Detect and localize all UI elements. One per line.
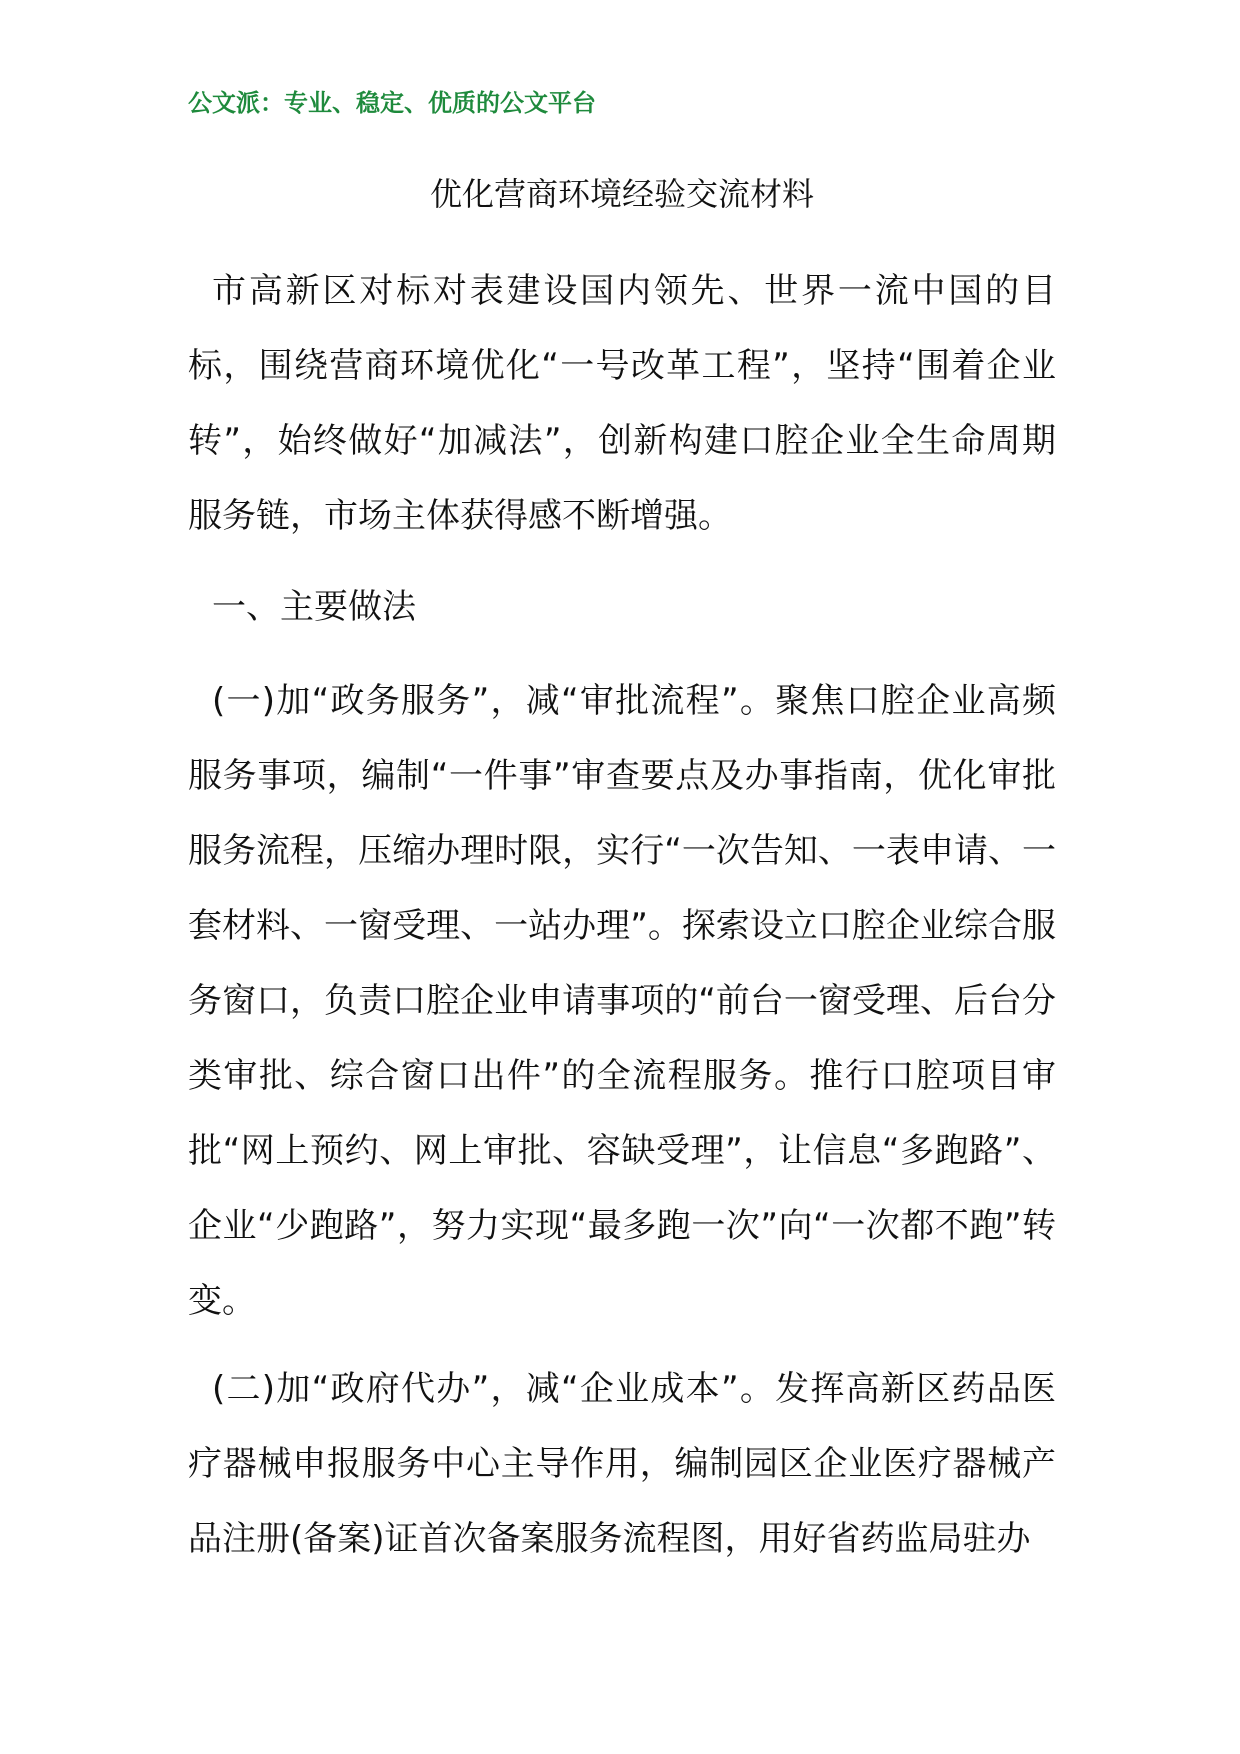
paragraph-item-2: (二)加“政府代办”，减“企业成本”。发挥高新区药品医疗器械申报服务中心主导作用，编制园区企业医疗器械产品注册(备案)证首次备案服务流程图，用好省药监局驻办 <box>188 1369 1056 1559</box>
paragraph-item-1: (一)加“政务服务”，减“审批流程”。聚焦口腔企业高频服务事项，编制“一件事”审查要点及办事指南，优化审批服务流程，压缩办理时限，实行“一次告知、一表申请、一套材料、一窗受理、一站办理”。探索设立口腔企业综合服务窗口，负责口腔企业申请事项的“前台一窗受理、后台分类审批、综合窗口出件”的全流程服务。推行口腔项目审批“网上预约、网上审批、容缺受理”，让信息“多跑路”、企业“少跑路”，努力实现“最多跑一次”向“一次都不跑”转变。 <box>188 681 1056 1321</box>
intro-paragraph: 市高新区对标对表建设国内领先、世界一流中国的目标，围绕营商环境优化“一号改革工程”，坚持“围着企业转”，始终做好“加减法”，创新构建口腔企业全生命周期服务链，市场主体获得感不断增强。 <box>188 271 1056 536</box>
section-heading: 一、主要做法 <box>212 587 416 627</box>
document-title: 优化营商环境经验交流材料 <box>429 175 814 213</box>
brand-header: 公文派：专业、稳定、优质的公文平台 <box>188 89 596 117</box>
